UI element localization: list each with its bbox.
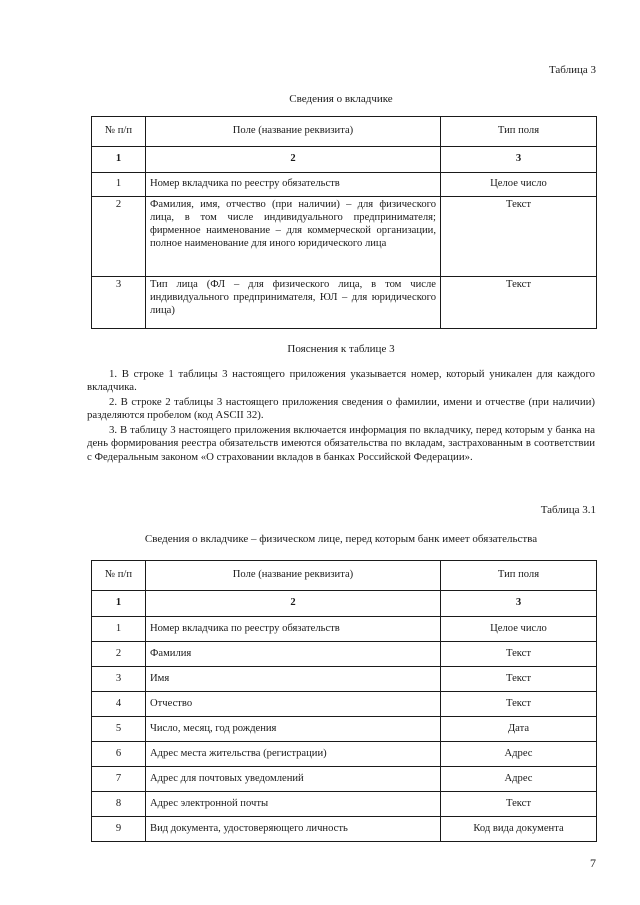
note-paragraph-1: 1. В строке 1 таблицы 3 настоящего приложения указывается номер, который уникален для каждого вкладчика. xyxy=(87,368,595,394)
note-paragraph-2: 2. В строке 2 таблицы 3 настоящего приложения сведения о фамилии, имени и отчестве (при наличии) разделяются пробелом (код ASCII 32). xyxy=(87,396,595,422)
row-number: 1 xyxy=(92,617,146,642)
field-name: Адрес места жительства (регистрации) xyxy=(146,742,441,767)
field-type: Целое число xyxy=(441,617,597,642)
column-number: 3 xyxy=(441,147,597,173)
field-type: Текст xyxy=(441,197,597,277)
notes-title: Пояснения к таблице 3 xyxy=(287,343,395,355)
row-number: 3 xyxy=(92,667,146,692)
field-type: Код вида документа xyxy=(441,817,597,842)
page-number: 7 xyxy=(590,856,596,870)
note-paragraph-3: 3. В таблицу 3 настоящего приложения включается информация по вкладчику, перед которым у банка на день формирования реестра обязательств имеются обязательства по вкладам, застрахованным в соответствии с Федеральным законом «О страховании вкладов в банках Российской Федерации». xyxy=(87,424,595,463)
table-row xyxy=(92,173,597,197)
table-3-1-label: Таблица 3.1 xyxy=(540,504,596,516)
column-header: № п/п xyxy=(92,117,146,147)
column-header: Тип поля xyxy=(441,117,597,147)
row-number: 2 xyxy=(92,642,146,667)
column-header: Поле (название реквизита) xyxy=(146,117,441,147)
column-number: 3 xyxy=(441,591,597,617)
field-name: Отчество xyxy=(146,692,441,717)
field-name: Номер вкладчика по реестру обязательств xyxy=(146,617,441,642)
field-name: Номер вкладчика по реестру обязательств xyxy=(146,173,441,197)
field-type: Текст xyxy=(441,277,597,329)
table-row xyxy=(92,767,597,792)
table-row xyxy=(92,642,597,667)
field-name: Фамилия xyxy=(146,642,441,667)
field-name: Имя xyxy=(146,667,441,692)
field-type: Текст xyxy=(441,667,597,692)
table-row xyxy=(92,617,597,642)
column-header: Тип поля xyxy=(441,561,597,591)
row-number: 5 xyxy=(92,717,146,742)
field-type: Целое число xyxy=(441,173,597,197)
table-3-header-row xyxy=(92,117,597,147)
field-name: Вид документа, удостоверяющего личность xyxy=(146,817,441,842)
column-header: Поле (название реквизита) xyxy=(146,561,441,591)
row-number: 6 xyxy=(92,742,146,767)
field-type: Дата xyxy=(441,717,597,742)
row-number: 7 xyxy=(92,767,146,792)
table-3-title: Сведения о вкладчике xyxy=(289,93,393,105)
field-type: Текст xyxy=(441,642,597,667)
field-name: Адрес электронной почты xyxy=(146,792,441,817)
table-row xyxy=(92,667,597,692)
field-name: Число, месяц, год рождения xyxy=(146,717,441,742)
table-3-1-header-row xyxy=(92,561,597,591)
column-number: 1 xyxy=(92,147,146,173)
table-3-1-title: Сведения о вкладчике – физическом лице, перед которым банк имеет обязательства xyxy=(144,533,538,545)
field-name: Адрес для почтовых уведомлений xyxy=(146,767,441,792)
column-number: 1 xyxy=(92,591,146,617)
table-row xyxy=(92,717,597,742)
row-number: 9 xyxy=(92,817,146,842)
table-row xyxy=(92,792,597,817)
row-number: 1 xyxy=(92,173,146,197)
table-row xyxy=(92,692,597,717)
table-row xyxy=(92,197,597,277)
table-row xyxy=(92,277,597,329)
field-type: Адрес xyxy=(441,742,597,767)
table-3 xyxy=(91,116,597,329)
column-number: 2 xyxy=(146,147,441,173)
row-number: 8 xyxy=(92,792,146,817)
table-3-1-numbering-row xyxy=(92,591,597,617)
field-type: Адрес xyxy=(441,767,597,792)
field-name: Фамилия, имя, отчество (при наличии) – для физического лица, в том числе индивидуального предпринимателя; фирменное наименование – для коммерческой организации, полное наименование для иного юридического лица xyxy=(146,197,441,277)
table-3-numbering-row xyxy=(92,147,597,173)
table-row xyxy=(92,817,597,842)
row-number: 4 xyxy=(92,692,146,717)
table-row xyxy=(92,742,597,767)
row-number: 2 xyxy=(92,197,146,277)
table-3-1 xyxy=(91,560,597,842)
column-number: 2 xyxy=(146,591,441,617)
field-type: Текст xyxy=(441,792,597,817)
field-name: Тип лица (ФЛ – для физического лица, в том числе индивидуального предпринимателя, ЮЛ – для юридического лица) xyxy=(146,277,441,329)
column-header: № п/п xyxy=(92,561,146,591)
row-number: 3 xyxy=(92,277,146,329)
table-3-label: Таблица 3 xyxy=(548,64,596,76)
field-type: Текст xyxy=(441,692,597,717)
